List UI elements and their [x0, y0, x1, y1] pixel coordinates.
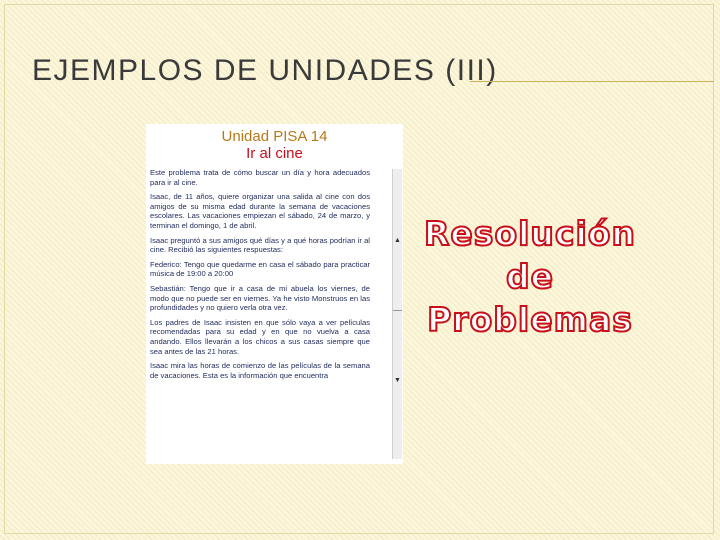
paragraph-intro: Este problema trata de cómo buscar un día y hora adecuados para ir al cine. [150, 168, 370, 187]
slide-title: EJEMPLOS DE UNIDADES (III) [32, 54, 498, 87]
document-heading [146, 128, 403, 162]
wordart-line-1: Resolución [424, 214, 636, 253]
title-underline [470, 81, 714, 82]
wordart-line-2: de [505, 257, 554, 296]
unit-label: Unidad PISA 14 [221, 128, 328, 145]
document-scrollbar[interactable] [392, 169, 402, 459]
paragraph-sebastian: Sebastián: Tengo que ir a casa de mi abuela los viernes, de modo que no puede ser en viernes. Ya he visto Monstruos en las profundidades y no quiero verla otra vez. [150, 283, 370, 313]
paragraph-schedule: Isaac mira las horas de comienzo de las películas de la semana de vacaciones. Esta es la información que encuentra [150, 361, 370, 380]
document-body [150, 168, 370, 385]
scrollbar-divider [393, 310, 402, 311]
paragraph-parents: Los padres de Isaac insisten en que sólo vaya a ver películas recomendadas para su edad y en que no vuelva a casa andando. Ellos llevarán a los chicos a sus casas siempre que sea antes de las 21 horas. [150, 317, 370, 356]
pisa-unit-document [146, 124, 403, 464]
wordart-line-3: Problemas [427, 300, 633, 339]
unit-subtitle: Ir al cine [246, 145, 303, 162]
paragraph-question: Isaac preguntó a sus amigos qué días y a qué horas podrían ir al cine. Recibió las siguientes respuestas: [150, 235, 370, 255]
problem-solving-wordart [420, 212, 640, 341]
arrow-up-icon: ▲ [394, 237, 401, 244]
paragraph-federico: Federico: Tengo que quedarme en casa el sábado para practicar música de 19:00 a 20:00 [150, 259, 370, 279]
arrow-down-icon: ▼ [394, 377, 401, 384]
paragraph-context: Isaac, de 11 años, quiere organizar una salida al cine con dos amigos de su misma edad durante la semana de vacaciones escolares. Las vacaciones empiezan el sábado, 24 de marzo, y terminan el domingo, 1 de abril. [150, 192, 370, 230]
